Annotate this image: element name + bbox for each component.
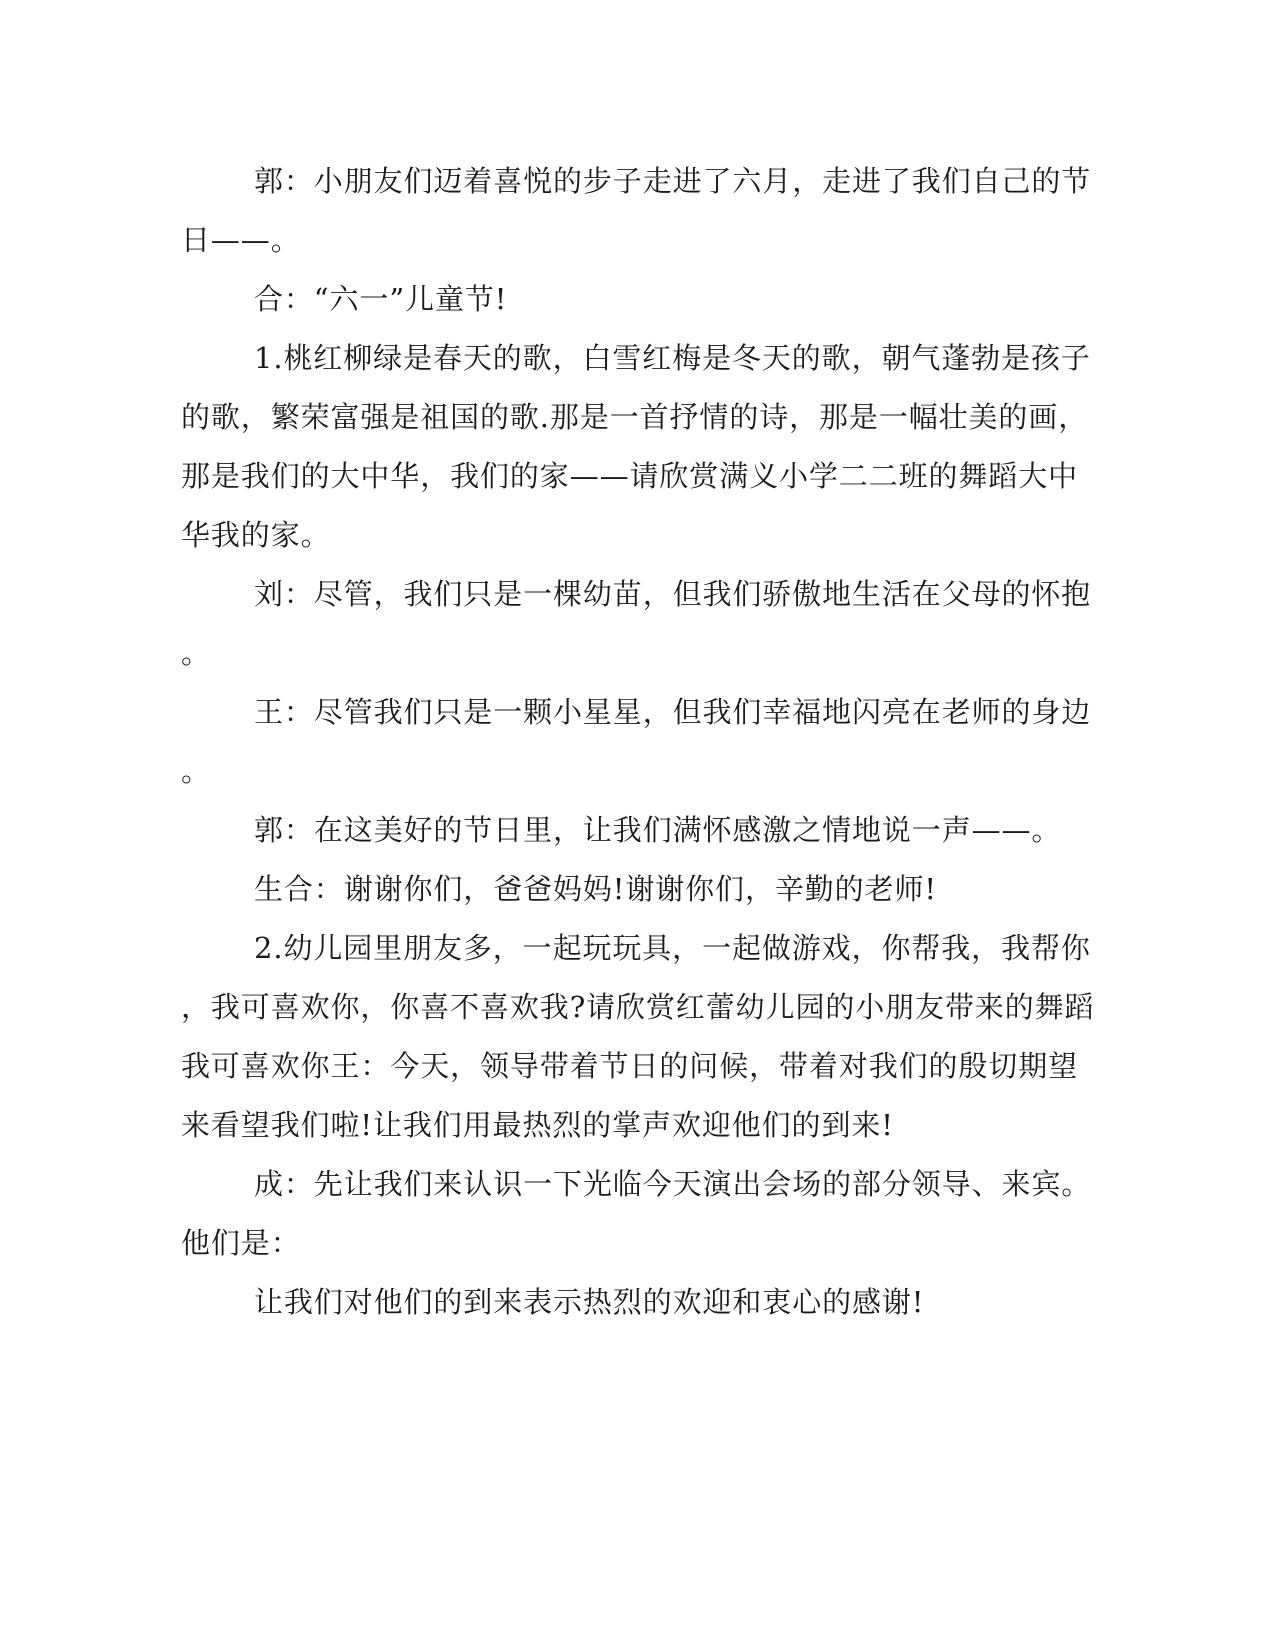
text-line: 2.幼儿园里朋友多，一起玩玩具，一起做游戏，你帮我，我帮你 xyxy=(254,931,1091,965)
text-line: 来看望我们啦!让我们用最热烈的掌声欢迎他们的到来! xyxy=(181,1108,894,1142)
text-line: 让我们对他们的到来表示热烈的欢迎和衷心的感谢! xyxy=(254,1285,925,1319)
text-line: 成：先让我们来认识一下光临今天演出会场的部分领导、来宾。 xyxy=(254,1167,1092,1201)
text-line: 华我的家。 xyxy=(181,518,331,552)
text-line: 那是我们的大中华，我们的家——请欣赏满义小学二二班的舞蹈大中 xyxy=(181,459,1079,493)
text-line: ，我可喜欢你，你喜不喜欢我?请欣赏红蕾幼儿园的小朋友带来的舞蹈 xyxy=(181,990,1095,1024)
text-line: 日——。 xyxy=(181,223,301,257)
text-line: 王：尽管我们只是一颗小星星，但我们幸福地闪亮在老师的身边 xyxy=(254,695,1092,729)
text-line: 我可喜欢你王：今天，领导带着节日的问候，带着对我们的殷切期望 xyxy=(181,1049,1079,1083)
text-line: 合：“六一”儿童节! xyxy=(254,282,508,316)
text-line: 他们是： xyxy=(181,1226,301,1260)
text-line: 。 xyxy=(181,636,211,670)
text-line: 郭：在这美好的节日里，让我们满怀感激之情地说一声——。 xyxy=(254,813,1062,847)
text-line: 生合：谢谢你们，爸爸妈妈!谢谢你们，辛勤的老师! xyxy=(254,872,937,906)
text-line: 。 xyxy=(181,754,211,788)
text-line: 的歌，繁荣富强是祖国的歌.那是一首抒情的诗，那是一幅壮美的画， xyxy=(181,400,1089,434)
text-line: 刘：尽管，我们只是一棵幼苗，但我们骄傲地生活在父母的怀抱 xyxy=(254,577,1092,611)
text-line: 郭：小朋友们迈着喜悦的步子走进了六月，走进了我们自己的节 xyxy=(254,164,1092,198)
text-line: 1.桃红柳绿是春天的歌，白雪红梅是冬天的歌，朝气蓬勃是孩子 xyxy=(254,341,1091,375)
